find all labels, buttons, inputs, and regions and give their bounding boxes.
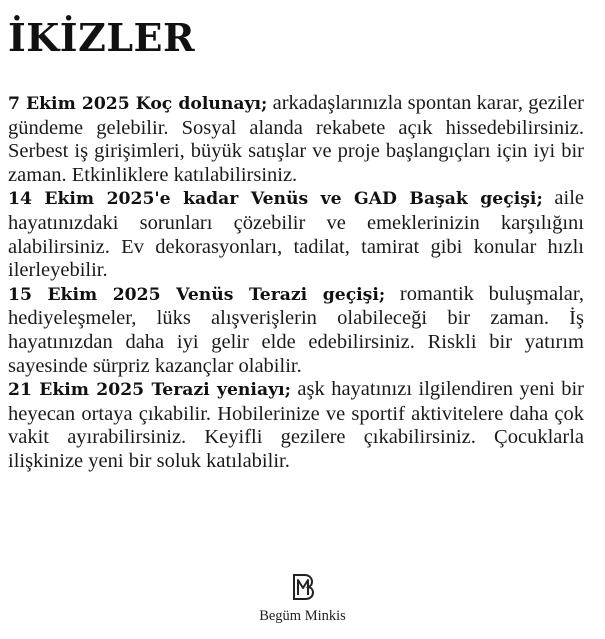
entry-text: arkadaşlarınızla spontan karar, geziler gündeme gelebilir. Sosyal alanda rekabete açık hissedebilirsiniz. Serbest iş girişimleri, büyük satışlar ve proje başlangıçları için iyi bir zaman. Etkinliklere katılabilirsiniz. [8,92,584,186]
entry-heading: 15 Ekim 2025 Venüs Terazi geçişi; [8,284,386,305]
entry-text: romantik buluşmalar, hediyeleşmeler, lüks alışverişlerin olabileceği bir zaman. İş hayatınızdan daha iyi gelir elde edebilirsiniz. Riskli bir yatırım sayesinde sürpriz kazançlar olabilir. [8,282,584,377]
entry-heading: 14 Ekim 2025'e kadar Venüs ve GAD Başak geçişi; [8,189,543,210]
entry-heading: 7 Ekim 2025 Koç dolunayı; [8,94,268,114]
entry-venus-terazi [8,283,584,378]
horoscope-entries [8,92,584,474]
entry-koc-dolunayi [8,92,584,187]
entry-text: aile hayatınızdaki sorunları çözebilir ve emeklerinizin karşılığını alabilirsiniz. Ev dekorasyonları, tadilat, tamirat gibi konular hızlı ilerleyebilir. [8,187,584,282]
entry-text: aşk hayatınızı ilgilendiren yeni bir heyecan ortaya çıkabilir. Hobilerinize ve sportif aktivitelere daha çok vakit ayırabilirsiniz. Keyifli gezilere çıkabilirsiniz. Çocuklarla ilişkinize yeni bir soluk katılabilir. [8,378,584,472]
page-title: İKİZLER [8,15,196,60]
bm-monogram-icon [288,572,318,602]
entry-heading: 21 Ekim 2025 Terazi yeniayı; [8,380,291,401]
signature [0,572,605,625]
author-name: Begüm Minkis [259,608,346,624]
entry-terazi-yeniayi [8,378,584,473]
entry-venus-gad-basak [8,187,584,282]
